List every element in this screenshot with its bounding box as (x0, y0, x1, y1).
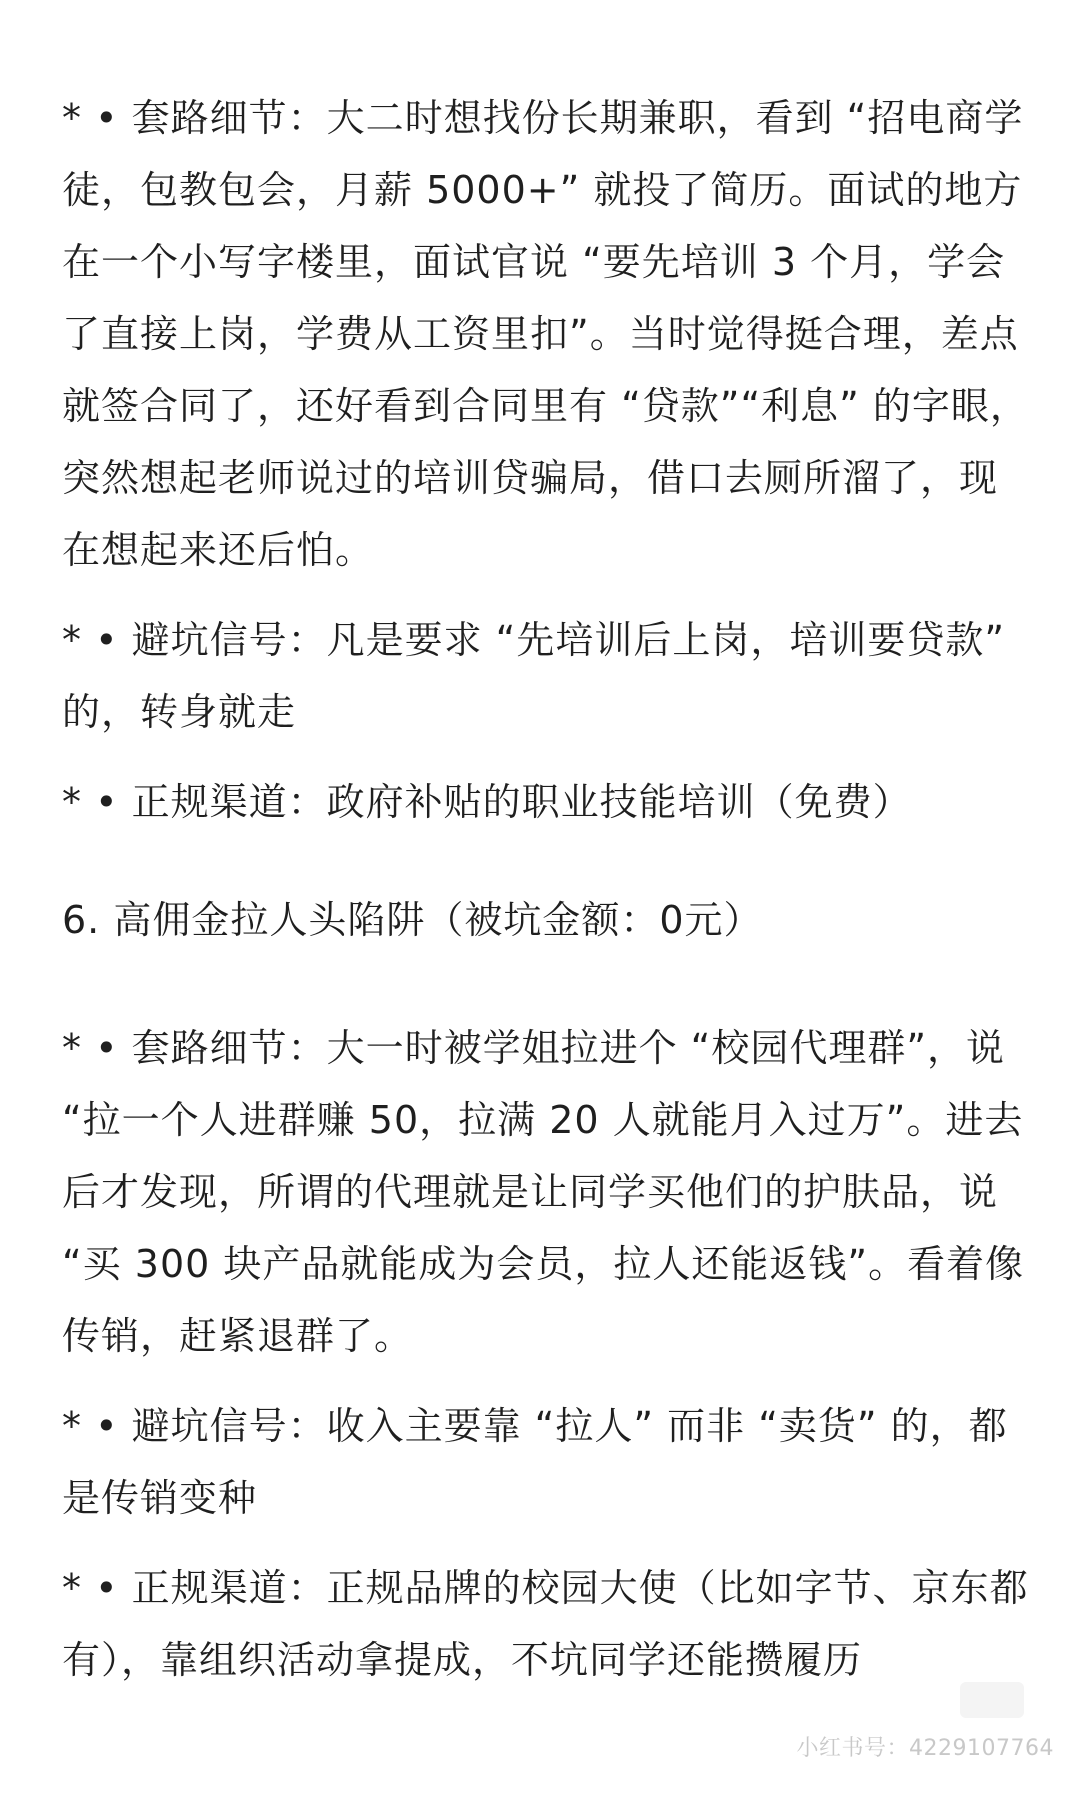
item-text: ：凡是要求 “先培训后上岗，培训要贷款” 的，转身就走 (62, 618, 1006, 734)
list-item (62, 766, 1030, 838)
list-item (62, 1012, 1030, 1372)
item-text: ：政府补贴的职业技能培训（免费） (287, 780, 912, 824)
list-item (62, 604, 1030, 748)
section-heading: 6. 高佣金拉人头陷阱（被坑金额：0元） (62, 898, 763, 942)
article-body (62, 82, 1030, 1714)
bullet-marker: * • (62, 1566, 132, 1610)
item-label: 正规渠道 (131, 780, 288, 824)
item-text: ：收入主要靠 “拉人” 而非 “卖货” 的，都是传销变种 (62, 1404, 1008, 1520)
watermark-logo (960, 1682, 1024, 1718)
item-text: ：正规品牌的校园大使（比如字节、京东都有），靠组织活动拿提成，不坑同学还能攒履历 (62, 1566, 1029, 1682)
item-text: ：大二时想找份长期兼职，看到 “招电商学徒，包教包会，月薪 5000+” 就投了简历。面试的地方在一个小写字楼里，面试官说 “要先培训 3 个月，学会了直接上岗，学费从工资里扣”。当时觉得挺合理，差点就签合同了，还好看到合同里有 “贷款”“利息” 的字眼，突然想起老师说过的培训贷骗局，借口去厕所溜了，现在想起来还后怕。 (62, 96, 1029, 572)
item-label: 套路细节 (131, 96, 288, 140)
item-label: 避坑信号 (131, 618, 288, 662)
bullet-marker: * • (62, 780, 132, 824)
bullet-marker: * • (62, 1026, 132, 1070)
list-item (62, 1552, 1030, 1696)
item-label: 正规渠道 (131, 1566, 288, 1610)
list-item (62, 82, 1030, 586)
item-text: ：大一时被学姐拉进个 “校园代理群”，说 “拉一个人进群赚 50，拉满 20 人就能月入过万”。进去后才发现，所谓的代理就是让同学买他们的护肤品，说 “买 300 块产品就能成为会员，拉人还能返钱”。看着像传销，赶紧退群了。 (62, 1026, 1025, 1358)
bullet-marker: * • (62, 96, 132, 140)
item-label: 避坑信号 (131, 1404, 288, 1448)
list-item (62, 1390, 1030, 1534)
bullet-marker: * • (62, 1404, 132, 1448)
item-label: 套路细节 (131, 1026, 288, 1070)
bullet-marker: * • (62, 618, 132, 662)
watermark-text: 小红书号：4229107764 (796, 1736, 1054, 1761)
